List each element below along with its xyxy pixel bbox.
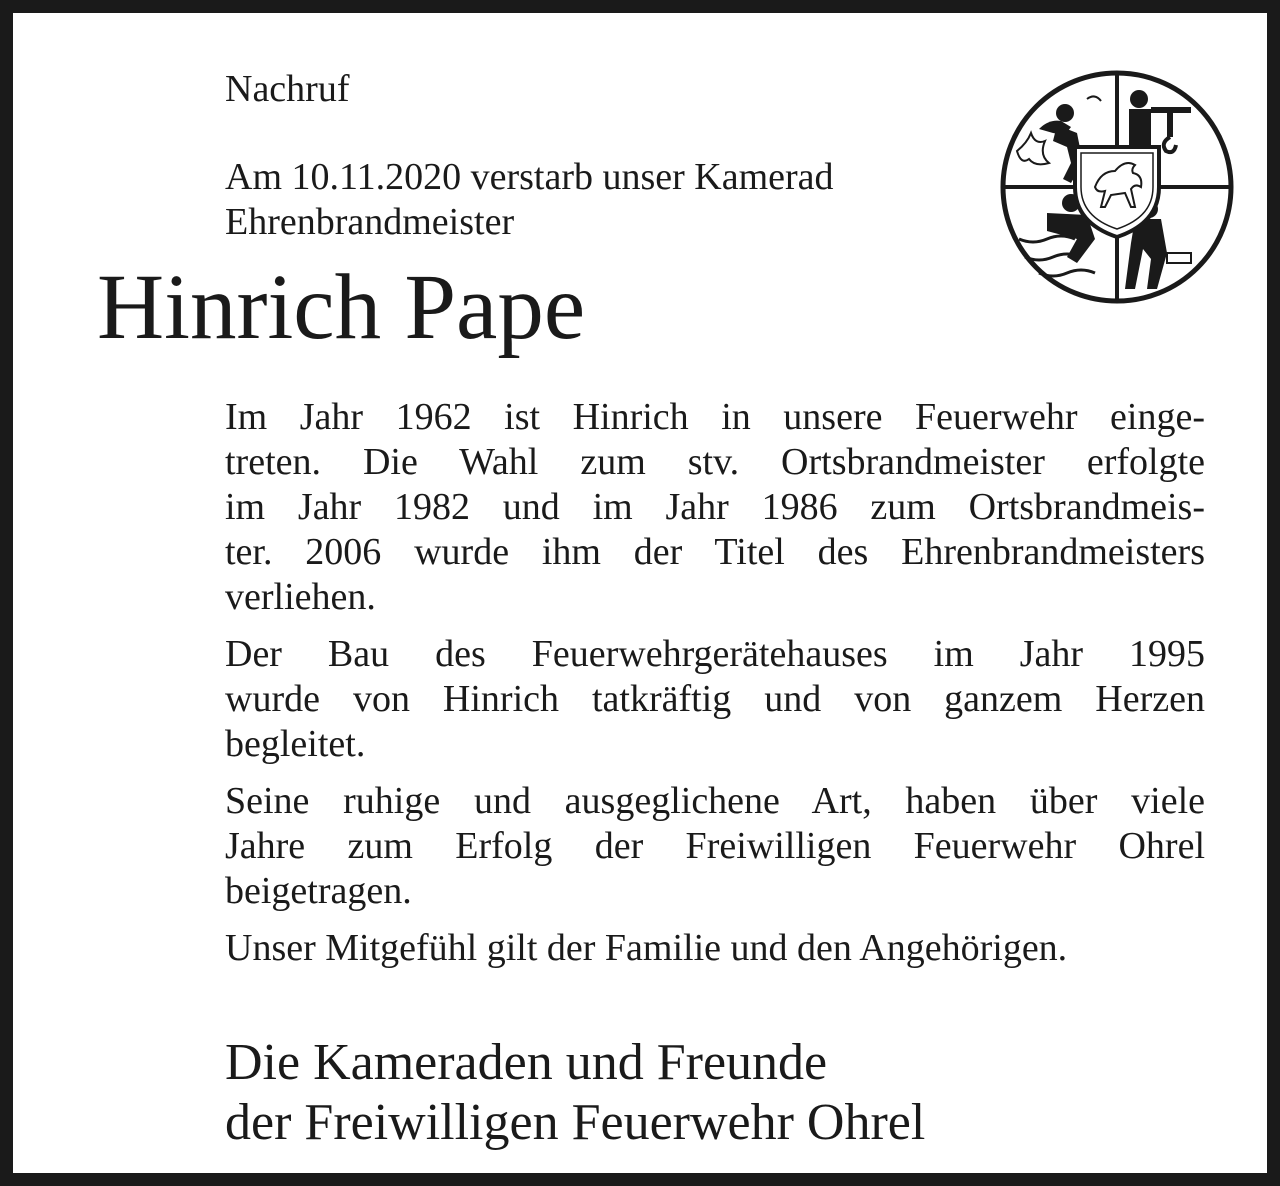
paragraph-line: im Jahr 1982 und im Jahr 1986 zum Ortsbrandmeis- <box>225 486 1205 528</box>
paragraph-line: Im Jahr 1962 ist Hinrich in unsere Feuerwehr einge- <box>225 396 1205 438</box>
paragraph-line: Unser Mitgefühl gilt der Familie und den Angehörigen. <box>225 927 1068 969</box>
paragraph-line: verliehen. <box>225 576 376 618</box>
fire-brigade-emblem-icon <box>999 69 1235 305</box>
paragraph-line: Der Bau des Feuerwehrgerätehauses im Jahr 1995 <box>225 633 1205 675</box>
paragraph-line: Seine ruhige und ausgeglichene Art, haben über viele <box>225 780 1205 822</box>
paragraph <box>225 926 1205 971</box>
paragraph-line: treten. Die Wahl zum stv. Ortsbrandmeister erfolgte <box>225 441 1205 483</box>
intro-text <box>225 155 834 245</box>
paragraph <box>225 632 1205 767</box>
signature-line: Die Kameraden und Freunde <box>225 1034 828 1091</box>
paragraph <box>225 395 1205 620</box>
signature-line: der Freiwilligen Feuerwehr Ohrel <box>225 1094 926 1151</box>
obituary-body <box>225 395 1205 983</box>
intro-line: Ehrenbrandmeister <box>225 201 515 243</box>
intro-line: Am 10.11.2020 verstarb unser Kamerad <box>225 156 834 198</box>
deceased-name: Hinrich Pape <box>97 256 586 359</box>
paragraph-line: beigetragen. <box>225 870 412 912</box>
paragraph-line: ter. 2006 wurde ihm der Titel des Ehrenbrandmeisters <box>225 531 1205 573</box>
paragraph <box>225 779 1205 914</box>
paragraph-line: Jahre zum Erfolg der Freiwilligen Feuerwehr Ohrel <box>225 825 1205 867</box>
signature <box>225 1033 925 1153</box>
heading-label: Nachruf <box>225 68 350 110</box>
paragraph-line: begleitet. <box>225 723 366 765</box>
paragraph-line: wurde von Hinrich tatkräftig und von ganzem Herzen <box>225 678 1205 720</box>
